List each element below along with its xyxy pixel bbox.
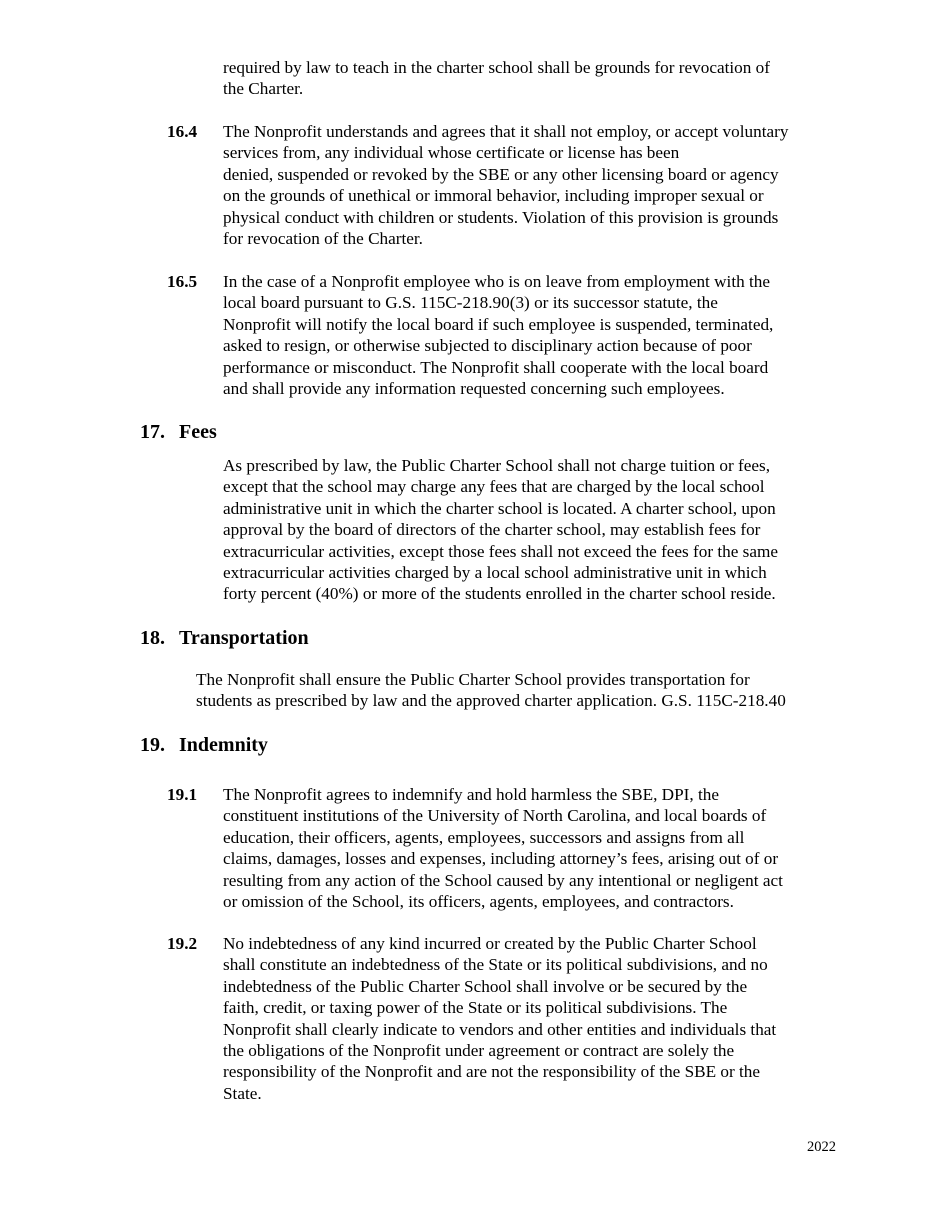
text-line: extracurricular activities, except those fees shall not exceed the fees for the same: [223, 541, 778, 561]
section-title: Transportation: [179, 627, 309, 649]
text-line: Nonprofit shall clearly indicate to vendors and other entities and individuals that: [223, 1019, 777, 1039]
clause-16-5-text: [223, 271, 773, 399]
text-line: extracurricular activities charged by a local school administrative unit in which: [223, 562, 767, 582]
text-line: resulting from any action of the School caused by any intentional or negligent act: [223, 870, 783, 890]
text-line: administrative unit in which the charter school is located. A charter school, upon: [223, 498, 776, 518]
text-line: responsibility of the Nonprofit and are not the responsibility of the SBE or the: [223, 1062, 761, 1082]
clause-19-1-text: [223, 784, 783, 912]
clause-number-19-1: 19.1: [167, 785, 198, 804]
clause-number-19-2: 19.2: [167, 934, 198, 953]
section-number: 18.: [140, 627, 165, 649]
text-line: Nonprofit will notify the local board if such employee is suspended, terminated,: [223, 314, 774, 334]
text-line: physical conduct with children or students. Violation of this provision is grounds: [223, 207, 779, 227]
text-line: local board pursuant to G.S. 115C-218.90(3) or its successor statute, the: [223, 293, 718, 313]
text-line: asked to resign, or otherwise subjected to disciplinary action because of poor: [223, 336, 752, 356]
text-line: the Charter.: [223, 79, 304, 99]
section-17-text: [223, 455, 778, 605]
text-line: for revocation of the Charter.: [223, 228, 423, 248]
page-footer-label: 2022: [807, 1139, 836, 1155]
text-line: denied, suspended or revoked by the SBE or any other licensing board or agency: [223, 164, 779, 184]
text-line: services from, any individual whose certificate or license has been: [223, 143, 680, 163]
text-line: shall constitute an indebtedness of the State or its political subdivisions, and no: [223, 955, 768, 975]
text-line: the obligations of the Nonprofit under agreement or contract are solely the: [223, 1040, 735, 1060]
text-line: constituent institutions of the University of North Carolina, and local boards of: [223, 806, 767, 826]
text-line: approval by the board of directors of the charter school, may establish fees for: [223, 520, 761, 540]
clause-number-16-5: 16.5: [167, 272, 198, 291]
text-line: The Nonprofit agrees to indemnify and hold harmless the SBE, DPI, the: [223, 785, 719, 804]
text-line: The Nonprofit understands and agrees that it shall not employ, or accept voluntary: [223, 122, 789, 141]
text-line: students as prescribed by law and the approved charter application. G.S. 115C-218.40: [196, 691, 786, 711]
text-line: on the grounds of unethical or immoral behavior, including improper sexual or: [223, 186, 764, 206]
text-line: The Nonprofit shall ensure the Public Charter School provides transportation for: [196, 670, 750, 689]
text-line: State.: [223, 1083, 262, 1103]
text-line: forty percent (40%) or more of the students enrolled in the charter school reside.: [223, 584, 776, 604]
clause-number-16-4: 16.4: [167, 122, 198, 141]
section-number: 19.: [140, 734, 165, 756]
section-heading-17: [140, 421, 217, 444]
section-heading-18: [140, 627, 309, 650]
text-line: In the case of a Nonprofit employee who is on leave from employment with the: [223, 272, 770, 291]
text-line: As prescribed by law, the Public Charter School shall not charge tuition or fees,: [223, 456, 771, 475]
section-title: Indemnity: [179, 734, 268, 756]
text-line: or omission of the School, its officers, agents, employees, and contractors.: [223, 891, 734, 911]
text-line: faith, credit, or taxing power of the State or its political subdivisions. The: [223, 998, 728, 1018]
section-number: 17.: [140, 421, 165, 443]
continued-paragraph: [223, 57, 770, 100]
section-18-text: [196, 669, 786, 712]
text-line: No indebtedness of any kind incurred or created by the Public Charter School: [223, 934, 757, 953]
text-line: and shall provide any information requested concerning such employees.: [223, 378, 725, 398]
text-line: education, their officers, agents, employees, successors and assigns from all: [223, 827, 745, 847]
text-line: except that the school may charge any fees that are charged by the local school: [223, 477, 765, 497]
clause-19-2-text: [223, 933, 776, 1104]
text-line: performance or misconduct. The Nonprofit shall cooperate with the local board: [223, 357, 769, 377]
section-title: Fees: [179, 421, 217, 443]
text-line: claims, damages, losses and expenses, including attorney’s fees, arising out of or: [223, 849, 779, 869]
text-line: required by law to teach in the charter school shall be grounds for revocation of: [223, 58, 770, 77]
text-line: indebtedness of the Public Charter School shall involve or be secured by the: [223, 976, 748, 996]
section-heading-19: [140, 734, 268, 757]
clause-16-4-text: [223, 121, 788, 249]
